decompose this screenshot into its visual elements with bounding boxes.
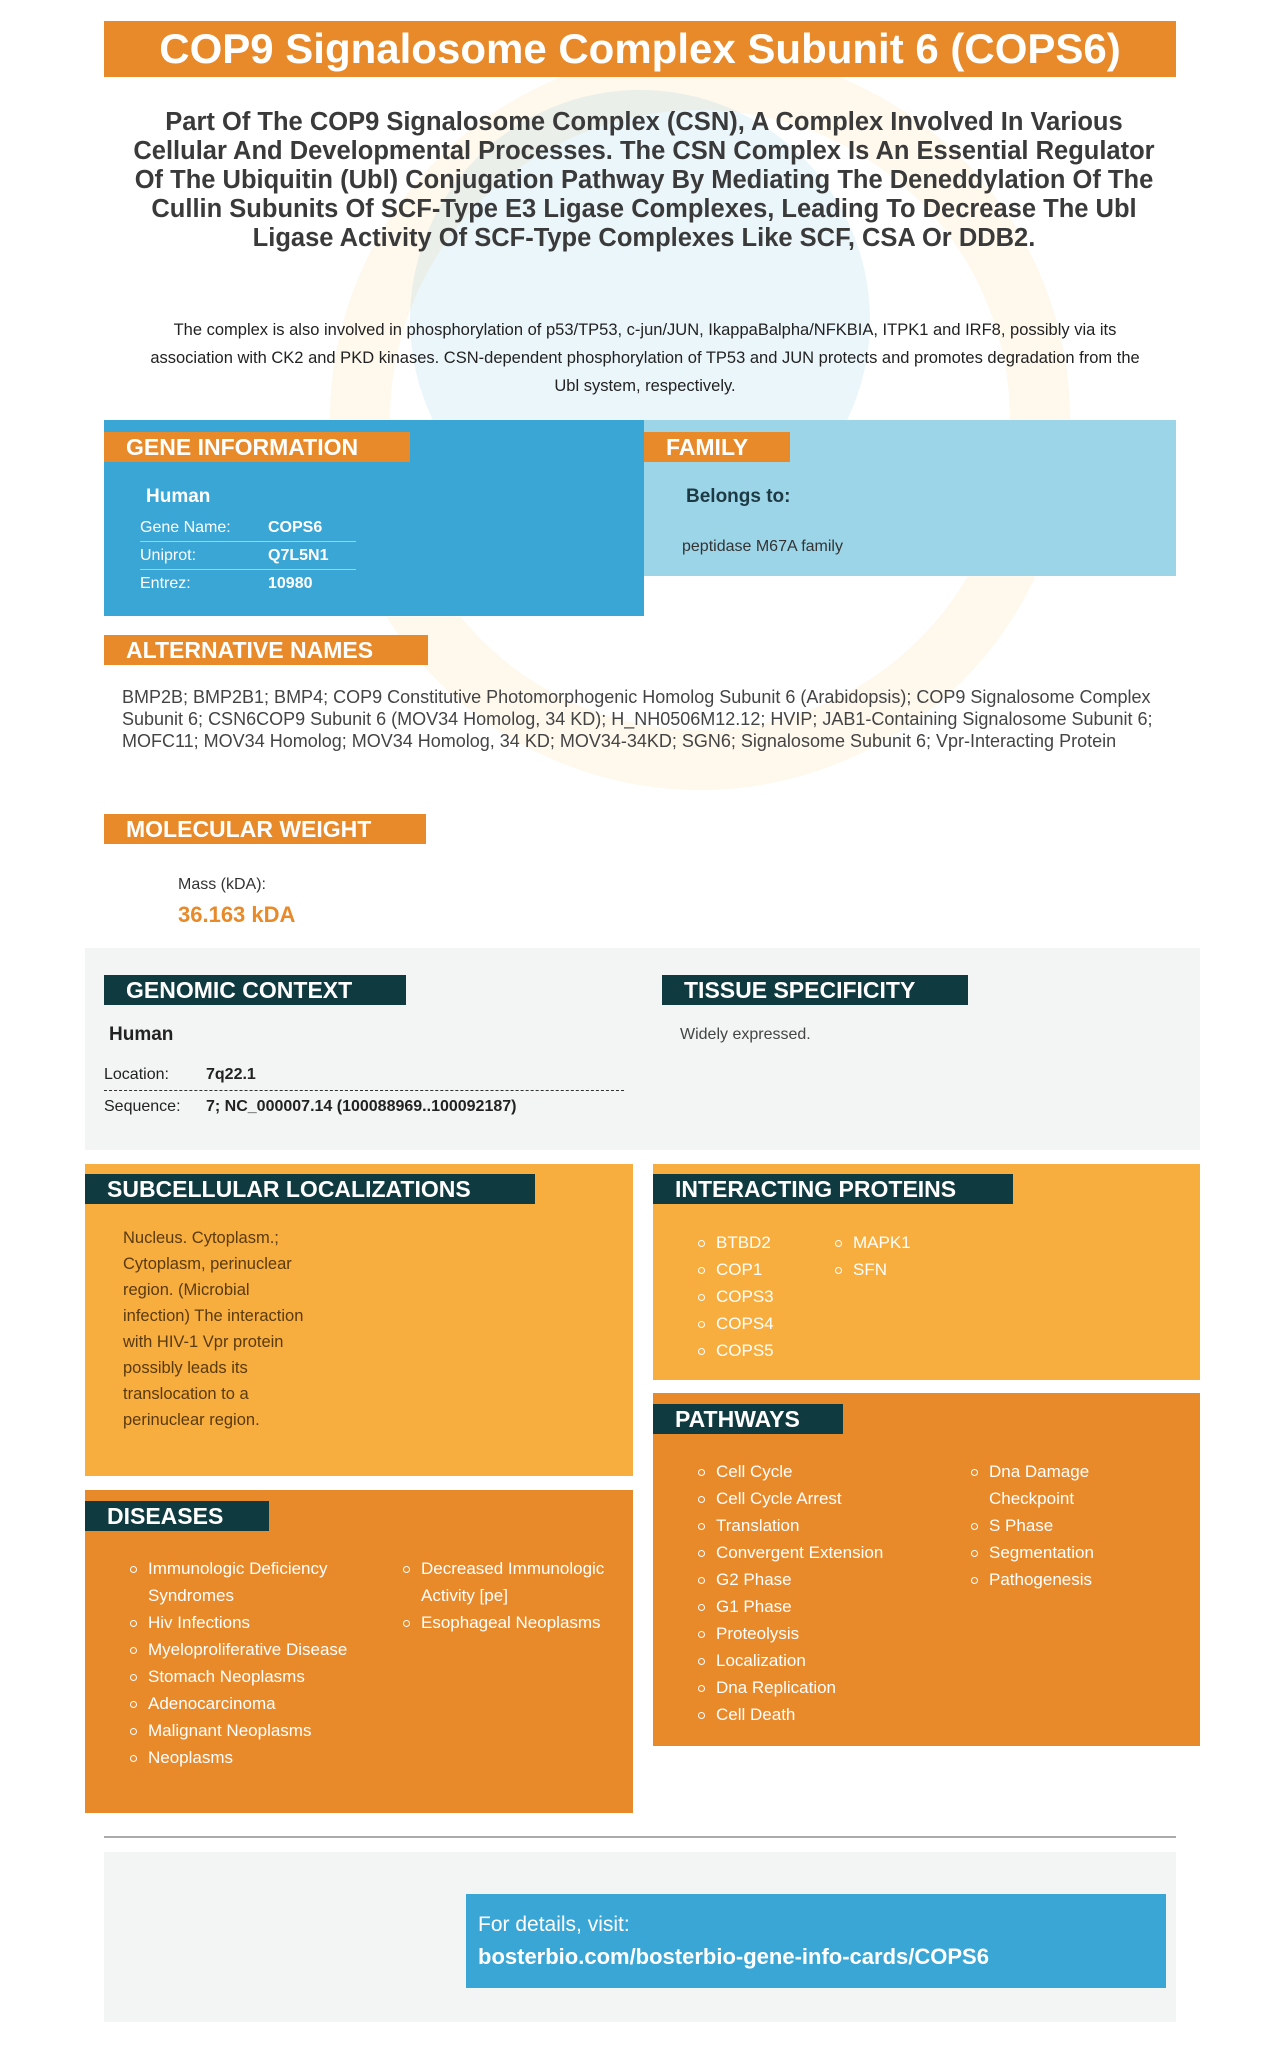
subcellular-line: Cytoplasm, perinuclear bbox=[123, 1255, 292, 1273]
protein-item: COPS3 bbox=[696, 1283, 826, 1310]
protein-item: SFN bbox=[833, 1256, 963, 1283]
entrez-value: 10980 bbox=[268, 575, 313, 592]
location-row bbox=[104, 1060, 624, 1091]
alt-names-heading: ALTERNATIVE NAMES bbox=[104, 635, 428, 665]
subcellular-heading: SUBCELLULAR LOCALIZATIONS bbox=[85, 1174, 535, 1204]
entrez-label: Entrez: bbox=[140, 575, 191, 592]
uniprot-row bbox=[140, 542, 356, 570]
details-link-prefix: For details, visit: bbox=[478, 1913, 630, 1936]
protein-summary: Part Of The COP9 Signalosome Complex (CSN), A Complex Involved In Various Cellular And Developmental Processes. The CSN Complex Is An Essential Regulator Of The Ubiquitin (Ubl) Conjugation Pathway By Mediating The Deneddylation Of The Cullin Subunits Of SCF-Type E3 Ligase Complexes, Leading To Decrease The Ubl Ligase Activity Of SCF-Type Complexes Like SCF, CSA Or DDB2. bbox=[133, 108, 1155, 252]
protein-item: BTBD2 bbox=[696, 1229, 826, 1256]
pathway-item: Proteolysis bbox=[696, 1620, 956, 1647]
uniprot-label: Uniprot: bbox=[140, 547, 197, 564]
sequence-label: Sequence: bbox=[104, 1098, 181, 1115]
pathway-item: Convergent Extension bbox=[696, 1539, 956, 1566]
disease-item: Stomach Neoplasms bbox=[128, 1663, 368, 1690]
mass-value: 36.163 kDA bbox=[178, 902, 296, 927]
pathway-item: Dna Damage Checkpoint bbox=[969, 1458, 1119, 1512]
pathway-item: Segmentation bbox=[969, 1539, 1119, 1566]
location-label: Location: bbox=[104, 1066, 169, 1083]
diseases-list-col1 bbox=[128, 1555, 368, 1771]
mass-label: Mass (kDA): bbox=[178, 876, 266, 893]
pathway-item: G1 Phase bbox=[696, 1593, 956, 1620]
protein-item: COPS4 bbox=[696, 1310, 826, 1337]
disease-item: Decreased Immunologic Activity [pe] bbox=[401, 1555, 621, 1609]
disease-item: Esophageal Neoplasms bbox=[401, 1609, 621, 1636]
interacting-list-col1 bbox=[696, 1229, 826, 1364]
footer-divider bbox=[104, 1836, 1176, 1838]
page-title: COP9 Signalosome Complex Subunit 6 (COPS6) bbox=[104, 21, 1176, 77]
pathway-item: Cell Cycle bbox=[696, 1458, 956, 1485]
genomic-table bbox=[104, 1060, 624, 1123]
family-value: peptidase M67A family bbox=[682, 538, 843, 555]
diseases-heading: DISEASES bbox=[85, 1501, 269, 1531]
disease-item: Neoplasms bbox=[128, 1744, 368, 1771]
pathway-item: S Phase bbox=[969, 1512, 1119, 1539]
protein-item: COP1 bbox=[696, 1256, 826, 1283]
protein-description: The complex is also involved in phosphorylation of p53/TP53, c-jun/JUN, IkappaBalpha/NFKBIA, ITPK1 and IRF8, possibly via its association with CK2 and PKD kinases. CSN-dependent phosphorylation of TP53 and JUN protects and promotes degradation from the Ubl system, respectively. bbox=[150, 321, 1140, 395]
details-link-box[interactable] bbox=[466, 1894, 1166, 1988]
family-belongs-label: Belongs to: bbox=[686, 486, 791, 507]
pathway-item: Dna Replication bbox=[696, 1674, 956, 1701]
gene-info-species: Human bbox=[146, 486, 211, 507]
details-link-url[interactable]: bosterbio.com/bosterbio-gene-info-cards/COPS6 bbox=[478, 1944, 989, 1969]
protein-item: MAPK1 bbox=[833, 1229, 963, 1256]
location-value: 7q22.1 bbox=[206, 1066, 256, 1083]
genomic-context-heading: GENOMIC CONTEXT bbox=[104, 975, 406, 1005]
pathway-item: Cell Cycle Arrest bbox=[696, 1485, 956, 1512]
tissue-specificity-text: Widely expressed. bbox=[680, 1026, 811, 1043]
subcellular-line: possibly leads its bbox=[123, 1359, 248, 1377]
disease-item: Malignant Neoplasms bbox=[128, 1717, 368, 1744]
pathways-list-col1 bbox=[696, 1458, 956, 1728]
interacting-list-col2 bbox=[833, 1229, 963, 1283]
uniprot-value: Q7L5N1 bbox=[268, 547, 329, 564]
pathways-heading: PATHWAYS bbox=[653, 1404, 843, 1434]
gene-info-table bbox=[140, 514, 356, 597]
disease-item: Immunologic Deficiency Syndromes bbox=[128, 1555, 368, 1609]
sequence-row bbox=[104, 1091, 624, 1123]
subcellular-line: perinuclear region. bbox=[123, 1411, 260, 1429]
tissue-specificity-heading: TISSUE SPECIFICITY bbox=[662, 975, 968, 1005]
interacting-heading: INTERACTING PROTEINS bbox=[653, 1174, 1013, 1204]
subcellular-line: Nucleus. Cytoplasm.; bbox=[123, 1229, 279, 1247]
disease-item: Myeloproliferative Disease bbox=[128, 1636, 368, 1663]
subcellular-line: infection) The interaction bbox=[123, 1307, 304, 1325]
disease-item: Adenocarcinoma bbox=[128, 1690, 368, 1717]
subcellular-text bbox=[123, 1225, 363, 1433]
genomic-species: Human bbox=[109, 1024, 174, 1045]
gene-name-row bbox=[140, 514, 356, 542]
mol-weight-heading: MOLECULAR WEIGHT bbox=[104, 814, 426, 844]
pathways-list-col2 bbox=[969, 1458, 1119, 1593]
pathway-item: Cell Death bbox=[696, 1701, 956, 1728]
subcellular-line: with HIV-1 Vpr protein bbox=[123, 1333, 284, 1351]
sequence-value: 7; NC_000007.14 (100088969..100092187) bbox=[206, 1098, 517, 1115]
family-heading: FAMILY bbox=[644, 432, 790, 462]
gene-name-value: COPS6 bbox=[268, 519, 323, 536]
pathway-item: Pathogenesis bbox=[969, 1566, 1119, 1593]
subcellular-line: region. (Microbial bbox=[123, 1281, 250, 1299]
protein-item: COPS5 bbox=[696, 1337, 826, 1364]
pathway-item: Translation bbox=[696, 1512, 956, 1539]
alt-names-text: BMP2B; BMP2B1; BMP4; COP9 Constitutive Photomorphogenic Homolog Subunit 6 (Arabidopsis); COP9 Signalosome Complex Subunit 6; CSN6COP9 Subunit 6 (MOV34 Homolog, 34 KD); H_NH0506M12.12; HVIP; JAB1-Containing Signalosome Subunit 6; MOFC11; MOV34 Homolog; MOV34 Homolog, 34 KD; MOV34-34KD; SGN6; Signalosome Subunit 6; Vpr-Interacting Protein bbox=[122, 687, 1153, 751]
gene-info-heading: GENE INFORMATION bbox=[104, 432, 410, 462]
disease-item: Hiv Infections bbox=[128, 1609, 368, 1636]
subcellular-line: translocation to a bbox=[123, 1385, 249, 1403]
pathway-item: G2 Phase bbox=[696, 1566, 956, 1593]
gene-name-label: Gene Name: bbox=[140, 519, 231, 536]
pathway-item: Localization bbox=[696, 1647, 956, 1674]
diseases-list-col2 bbox=[401, 1555, 621, 1636]
entrez-row bbox=[140, 570, 356, 597]
